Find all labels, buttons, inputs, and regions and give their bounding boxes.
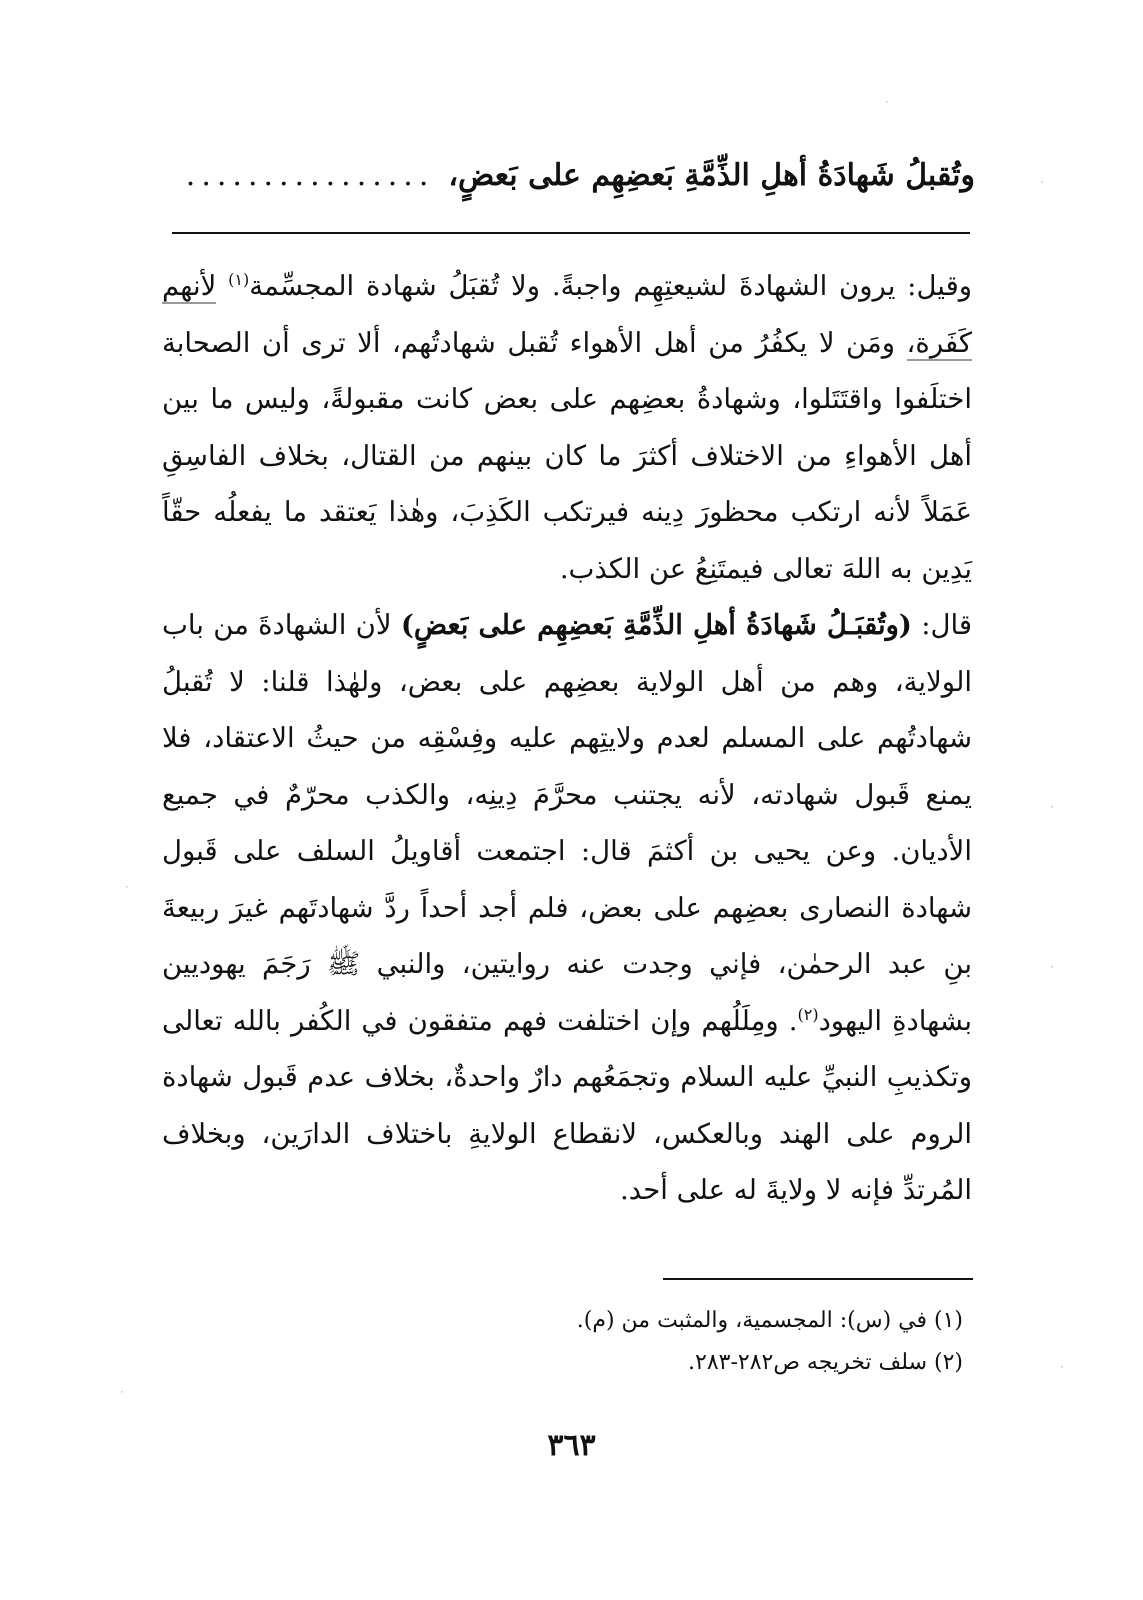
scan-speck: ·	[1050, 800, 1054, 814]
footnote-ref-1: (١)	[228, 269, 250, 289]
p2-rest-2: . ومِلَلُهم وإن اختلفت فهم متفقون في الكُفر بالله تعالى وتكذيبِ النبيِّ عليه السلام وتجمَعُهم دارٌ واحدةٌ، بخلاف عدم قَبول شهادة الروم على الهند وبالعكس، لانقطاع الولايةِ باختلاف الدارَين، وبخلاف المُرتدِّ فإنه لا ولايةَ له على أحد.	[162, 1004, 972, 1206]
header-rule	[172, 232, 970, 234]
underlined-phrase: لأنهم كَفَرة،	[162, 270, 972, 359]
paragraph-1	[162, 258, 972, 597]
footnotes	[263, 1300, 963, 1384]
footnote-1: (١) في (س): المجسمية، والمثبت من (م).	[576, 1308, 963, 1333]
page-number: ٣٦٣	[547, 1428, 596, 1463]
p2-rest-1: لأن الشهادةَ من باب الولاية، وهم من أهل الولاية بعضِهم على بعض، ولهٰذا قلنا: لا تُقبلُ شهادتُهم على المسلم لعدم ولايتِهم عليه وفِسْقِه من حيثُ الاعتقاد، فلا يمنع قَبول شهادته، لأنه يجتنب محرَّمَ دِينِه، والكذب محرّمٌ في جميع الأديان. وعن يحيى بن أكثمَ قال: اجتمعت أقاويلُ السلف على قَبول شهادة النصارى بعضِهم على بعض، فلم أجد أحداً ردَّ شهادتَهم غيرَ ربيعةَ بنِ عبد الرحمٰن، فإني وجدت عنه روايتين، والنبي ﷺ رَجَمَ يهوديين بشهادةِ اليهود	[162, 609, 972, 1037]
p2-intro: قال:	[911, 609, 972, 641]
header-leader-dots: ................	[185, 157, 435, 193]
running-header	[165, 150, 975, 200]
scan-speck: ·	[125, 880, 129, 894]
scan-speck: ·	[120, 1385, 124, 1399]
p1-rest: ومَن لا يكفُرُ من أهل الأهواء تُقبل شهادتُهم، ألا ترى أن الصحابة اختلَفوا واقتَتَلوا، وشهادةُ بعضِهم على بعض كانت مقبولةً، وليس ما بين أهل الأهواءِ من الاختلاف أكثرَ ما كان بينهم من القتال، بخلاف الفاسِقِ عَمَلاً لأنه ارتكب محظورَ دِينه فيرتكب الكَذِبَ، وهٰذا يَعتقد ما يفعلُه حقّاً يَدِين به اللهَ تعالى فيمتَنِعُ عن الكذب.	[162, 326, 972, 585]
header-title: وتُقبلُ شَهادَةُ أهلِ الذِّمَّةِ بَعضِهِم على بَعضٍ،	[448, 157, 975, 193]
main-text	[162, 258, 972, 1219]
p1-line1: وقيل: يرون الشهادةَ لشيعتِهِم واجبةً. ولا تُقبَلُ شهادة المجسِّمة	[249, 270, 973, 302]
footnote-rule	[663, 1278, 973, 1280]
scan-speck: ·	[1040, 175, 1044, 189]
footnote-ref-2: (٢)	[797, 1004, 819, 1024]
paragraph-2	[162, 597, 972, 1219]
scan-speck: ·	[885, 95, 889, 109]
scan-speck: ·	[1050, 960, 1054, 974]
scan-speck: ·	[1060, 1360, 1064, 1374]
footnote-2: (٢) سلف تخريجه ص٢٨٢-٢٨٣.	[688, 1350, 963, 1375]
quoted-matn: (وتُقبَـلُ شَهادَةُ أهلِ الذِّمَّةِ بَعضِهِم على بَعضٍ)	[400, 609, 912, 641]
